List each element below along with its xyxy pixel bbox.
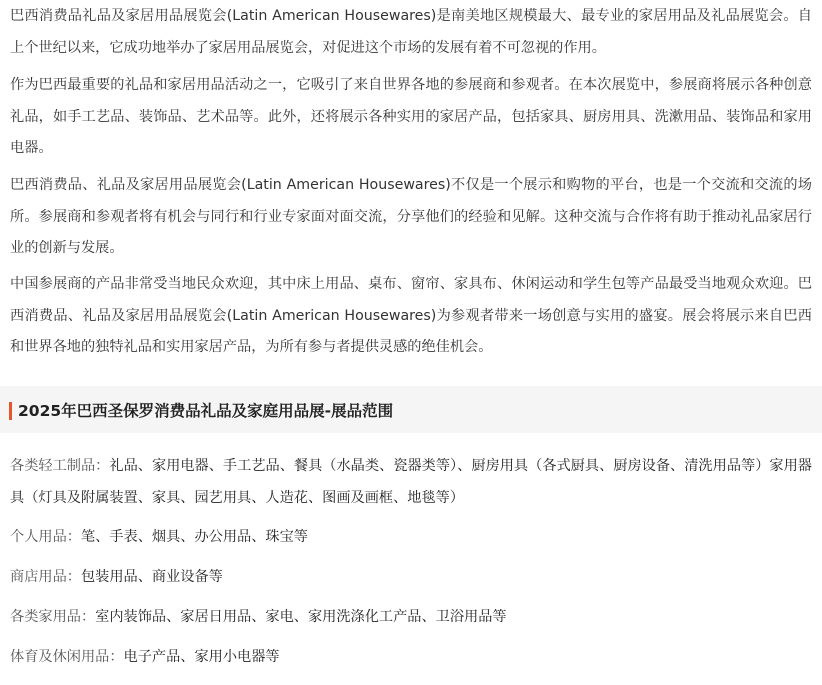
separator: ： (109, 649, 124, 665)
category-label: 商店用品 (10, 569, 67, 585)
section-title: 2025年巴西圣保罗消费品礼品及家庭用品展-展品范围 (18, 402, 394, 420)
category-items: 室内装饰品、家居日用品、家电、家用洗涤化工产品、卫浴用品等 (95, 609, 507, 625)
category-items: 笔、手表、烟具、办公用品、珠宝等 (80, 529, 308, 545)
exhibit-range-item (0, 451, 822, 514)
exhibit-range-item (0, 522, 822, 554)
separator: ： (66, 529, 81, 545)
section-accent-bar (9, 402, 12, 420)
separator: ： (95, 458, 110, 474)
exhibit-range-item (0, 602, 822, 634)
intro-paragraph: 作为巴西最重要的礼品和家居用品活动之一，它吸引了来自世界各地的参展商和参观者。在本次展览中，参展商将展示各种创意礼品，如手工艺品、装饰品、艺术品等。此外，还将展示各种实用的家居产品，包括家具、厨房用具、洗漱用品、装饰品和家用电器。 (10, 77, 812, 156)
category-label: 体育及休闲用品 (10, 649, 110, 665)
exhibit-range-item (0, 562, 822, 594)
section-header (0, 386, 822, 433)
intro-paragraph: 巴西消费品、礼品及家居用品展览会(Latin American Housewares)不仅是一个展示和购物的平台，也是一个交流和交流的场所。参展商和参观者将有机会与同行和行业专家面对面交流，分享他们的经验和见解。这种交流与合作将有助于推动礼品家居行业的创新与发展。 (10, 177, 812, 256)
exhibit-range-item (0, 642, 822, 674)
separator: ： (80, 609, 96, 625)
intro-paragraph: 中国参展商的产品非常受当地民众欢迎，其中床上用品、桌布、窗帘、家具布、休闲运动和学生包等产品最受当地观众欢迎。巴西消费品、礼品及家居用品展览会(Latin American Housewares)为参观者带来一场创意与实用的盛宴。展会将展示来自巴西和世界各地的独特礼品和实用家居产品，为所有参与者提供灵感的绝佳机会。 (10, 276, 812, 355)
category-label: 个人用品 (10, 529, 67, 545)
separator: ： (66, 569, 81, 585)
category-label: 各类轻工制品 (10, 458, 96, 474)
category-items: 包装用品、商业设备等 (80, 569, 223, 585)
category-label: 各类家用品 (10, 609, 81, 625)
intro-paragraph: 巴西消费品礼品及家居用品展览会(Latin American Housewares)是南美地区规模最大、最专业的家居用品及礼品展览会。自上个世纪以来，它成功地举办了家居用品展览会，对促进这个市场的发展有着不可忽视的作用。 (10, 8, 812, 56)
category-items: 礼品、家用电器、手工艺品、餐具（水晶类、瓷器类等）、厨房用具（各式厨具、厨房设备、清洗用品等）家用器具（灯具及附属装置、家具、园艺用具、人造花、图画及画框、地毯等） (10, 458, 812, 506)
category-items: 电子产品、家用小电器等 (123, 649, 280, 665)
